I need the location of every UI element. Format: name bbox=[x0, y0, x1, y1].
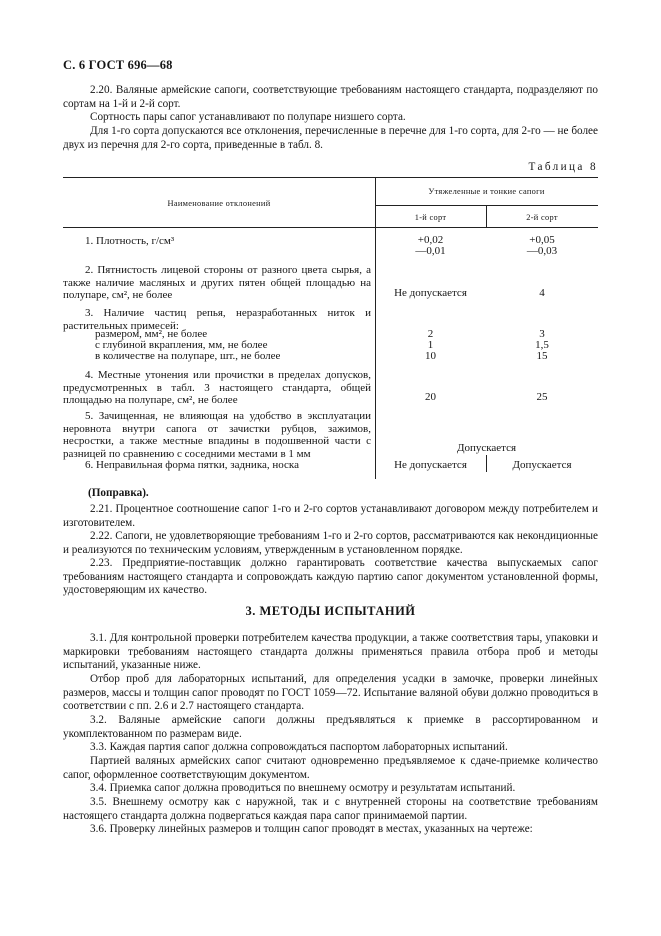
header-grade-2: 2-й сорт bbox=[526, 213, 558, 222]
row-particles-count-grade2: 15 bbox=[536, 350, 548, 362]
row-particles-depth: с глубиной вкрапления, мм, не более bbox=[95, 339, 268, 351]
row-particles-depth-grade2: 1,5 bbox=[535, 339, 549, 351]
row-particles-depth-grade1: 1 bbox=[427, 339, 434, 351]
page-header: С. 6 ГОСТ 696—68 bbox=[63, 58, 173, 72]
paragraph-3-3-lot: Партией валяных армейских сапог считают одновременно предъявляемое к сдаче-приемке количество сапог, оформленное соответствующим документом. bbox=[63, 755, 598, 781]
table-header-rule bbox=[63, 227, 598, 228]
paragraph-2-20-sorting: Сортность пары сапог устанавливают по полупаре низшего сорта. bbox=[90, 111, 406, 123]
paragraph-3-1-sampling: Отбор проб для лабораторных испытаний, для определения усадки в замочке, проверки линейных размеров, массы и толщин сапог проводят по ГОСТ 1059—72. Испытание валяной обуви должно проводиться в соответствии с пп. 2.6 и 2.7 настоящего стандарта. bbox=[63, 673, 598, 713]
row-particles-name: 3. Наличие частиц репья, неразработанных ниток и растительных примесей: bbox=[63, 307, 371, 332]
row-unevenness-name: 5. Зачищенная, не влияющая на удобство в эксплуатации неровнота внутри сапога от зачистки рубцов, зажимов, несростки, а также местные впадины в подошвенной части с разницей по сравнению с соседними местами в 1 мм bbox=[63, 410, 371, 460]
amendment-note: (Поправка). bbox=[88, 487, 149, 499]
row-spots-name: 2. Пятнистость лицевой стороны от разного цвета сырья, а также наличие масляных и других пятен общей площадью на полупаре, см², не более bbox=[63, 264, 371, 302]
paragraph-2-20-deviations: Для 1-го сорта допускаются все отклонения, перечисленные в перечне для 1-го сорта, для 2-го — не более двух из перечня для 2-го сорта, приведенные в табл. 8. bbox=[63, 125, 598, 151]
row-thinning-grade1: 20 bbox=[425, 391, 436, 403]
paragraph-3-4: 3.4. Приемка сапог должна проводиться по внешнему осмотру и результатам испытаний. bbox=[90, 782, 516, 794]
paragraph-2-22: 2.22. Сапоги, не удовлетворяющие требованиям 1-го и 2-го сортов, рассматриваются как некондиционные и реализуются по техническим условиям, утвержденным в установленном порядке. bbox=[63, 530, 598, 556]
row-particles-size: размером, мм², не более bbox=[95, 328, 208, 340]
row-spots-grade1: Не допускается bbox=[394, 287, 467, 299]
row-particles-count-grade1: 10 bbox=[425, 350, 436, 362]
row-density-name: 1. Плотность, г/см³ bbox=[85, 235, 175, 247]
row-thinning-grade2: 25 bbox=[536, 391, 548, 403]
row-particles-size-grade2: 3 bbox=[539, 328, 545, 340]
paragraph-3-2: 3.2. Валяные армейские сапоги должны предъявляться к приемке в рассортированном и укомплектованном по размерам виде. bbox=[63, 714, 598, 740]
paragraph-3-6: 3.6. Проверку линейных размеров и толщин сапог проводят в местах, указанных на чертеже: bbox=[90, 823, 533, 835]
row-thinning-name: 4. Местные утонения или прочистки в пределах допусков, предусмотренных в табл. 3 настоящего стандарта, общей площадью на полупаре, см², не более bbox=[63, 369, 371, 407]
row-density-grade2-plus: +0,05 bbox=[529, 234, 555, 246]
section-title-test-methods: 3. МЕТОДЫ ИСПЫТАНИЙ bbox=[245, 604, 416, 618]
row-density-grade1-minus: —0,01 bbox=[415, 245, 446, 257]
row-spots-grade2: 4 bbox=[539, 287, 545, 299]
paragraph-3-5: 3.5. Внешнему осмотру как с наружной, так и с внутренней стороны на соответствие требованиям настоящего стандарта должна подвергаться каждая пара сапог принимаемой партии. bbox=[63, 796, 598, 822]
paragraph-3-1: 3.1. Для контрольной проверки потребителем качества продукции, а также соответствия тары, упаковки и маркировки требованиям настоящего стандарта должны применяться правила отбора проб и методы испытаний, указанные ниже. bbox=[63, 632, 598, 672]
deviations-table bbox=[63, 177, 598, 479]
row-density-grade2-minus: —0,03 bbox=[526, 245, 558, 257]
row-heel-shape-grade2: Допускается bbox=[512, 459, 572, 471]
row-density-grade1-plus: +0,02 bbox=[417, 234, 444, 246]
row-particles-count: в количестве на полупаре, шт., не более bbox=[95, 350, 281, 362]
row-unevenness-both-grades: Допускается bbox=[456, 442, 517, 454]
table-caption: Таблица 8 bbox=[528, 161, 598, 173]
row-heel-shape-name: 6. Неправильная форма пятки, задника, носка bbox=[85, 459, 299, 471]
header-deviation-name: Наименование отклонений bbox=[167, 199, 271, 208]
header-grade-1: 1-й сорт bbox=[414, 213, 447, 222]
paragraph-2-23: 2.23. Предприятие-поставщик должно гарантировать соответствие качества выпускаемых сапог требованиям настоящего стандарта и сопровождать каждую партию сапог документом установленной формы, удостоверяющим их качество. bbox=[63, 557, 598, 597]
row-particles-size-grade1: 2 bbox=[427, 328, 434, 340]
header-boots-group: Утяжеленные и тонкие сапоги bbox=[428, 187, 545, 196]
table-top-rule bbox=[63, 177, 598, 178]
row-heel-shape-grade1: Не допускается bbox=[394, 459, 467, 471]
paragraph-2-21: 2.21. Процентное соотношение сапог 1-го и 2-го сортов устанавливают договором между потребителем и изготовителем. bbox=[63, 503, 598, 529]
paragraph-2-20: 2.20. Валяные армейские сапоги, соответствующие требованиям настоящего стандарта, подразделяют по сортам на 1-й и 2-й сорт. bbox=[63, 84, 598, 110]
paragraph-3-3: 3.3. Каждая партия сапог должна сопровождаться паспортом лабораторных испытаний. bbox=[90, 741, 508, 753]
